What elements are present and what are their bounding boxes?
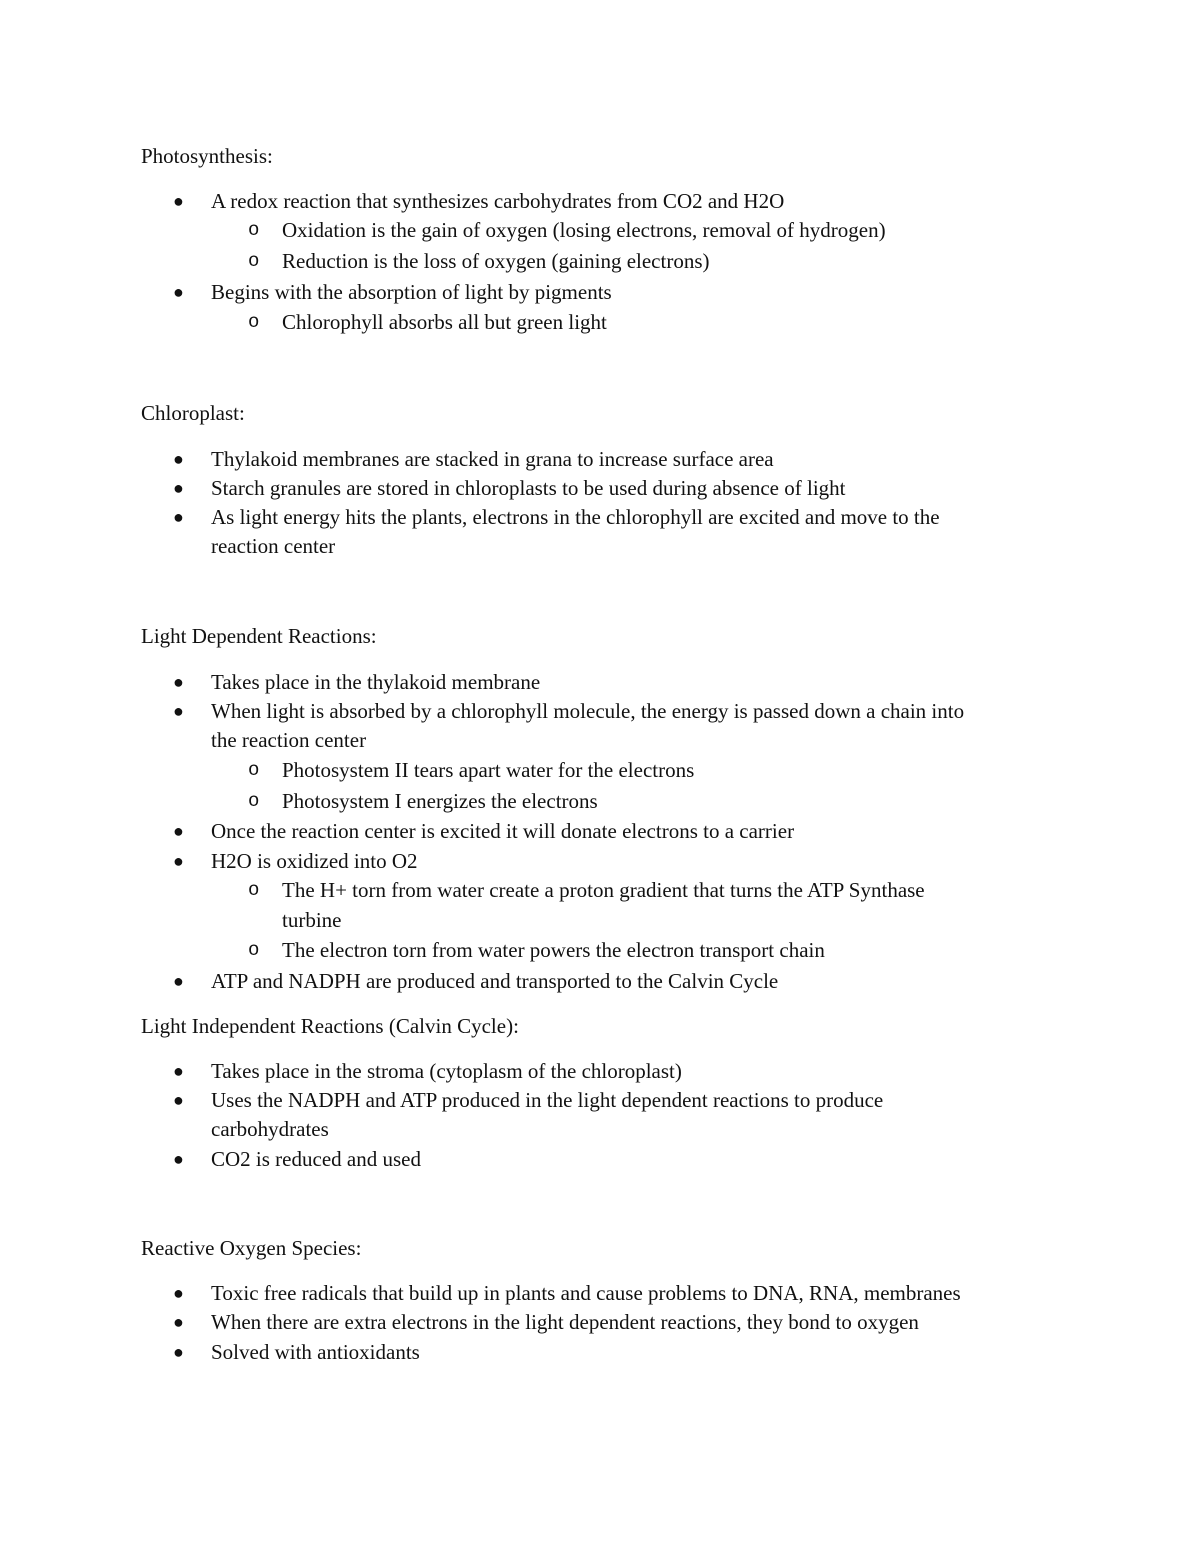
sub-bullet-text: The H+ torn from water create a proton gradient that turns the ATP Synthase [282, 878, 925, 902]
sub-bullet-item [248, 755, 695, 785]
bullet-text: Uses the NADPH and ATP produced in the light dependent reactions to produce [211, 1088, 884, 1112]
bullet-text: When light is absorbed by a chlorophyll molecule, the energy is passed down a chain into [211, 699, 965, 723]
sub-bullet-item [248, 215, 886, 245]
bullet-item [173, 1056, 682, 1086]
bullet-text: reaction center [211, 534, 336, 558]
bullet-item [173, 277, 612, 307]
bullet-item [173, 966, 779, 996]
bullet-item [173, 502, 940, 532]
section-heading-reactive-oxygen: Reactive Oxygen Species: [141, 1236, 362, 1260]
section-heading-calvin-cycle: Light Independent Reactions (Calvin Cycle): [141, 1014, 519, 1038]
sub-bullet-marker: o [248, 879, 260, 901]
bullet-marker: ● [173, 478, 184, 498]
sub-bullet-item [248, 935, 825, 965]
bullet-marker: ● [173, 1342, 184, 1362]
bullet-text: When there are extra electrons in the light dependent reactions, they bond to oxygen [211, 1310, 919, 1334]
bullet-item [173, 1307, 919, 1337]
bullet-text: Once the reaction center is excited it will donate electrons to a carrier [211, 819, 795, 843]
bullet-marker: ● [173, 282, 184, 302]
bullet-text: Thylakoid membranes are stacked in grana to increase surface area [211, 447, 774, 471]
sub-bullet-text: Reduction is the loss of oxygen (gaining electrons) [282, 249, 710, 273]
sub-bullet-marker: o [248, 219, 260, 241]
sub-bullet-item [248, 246, 710, 276]
sub-bullet-continuation [282, 905, 341, 935]
sub-bullet-text: Photosystem II tears apart water for the electrons [282, 758, 695, 782]
bullet-marker: ● [173, 449, 184, 469]
bullet-text: CO2 is reduced and used [211, 1147, 421, 1171]
bullet-item [173, 696, 965, 726]
bullet-marker: ● [173, 1312, 184, 1332]
sub-bullet-text: Chlorophyll absorbs all but green light [282, 310, 607, 334]
sub-bullet-marker: o [248, 759, 260, 781]
bullet-text: Takes place in the thylakoid membrane [211, 670, 541, 694]
bullet-marker: ● [173, 821, 184, 841]
bullet-item [173, 816, 795, 846]
bullet-marker: ● [173, 191, 184, 211]
bullet-item [173, 1337, 420, 1367]
bullet-text: the reaction center [211, 728, 367, 752]
bullet-item [173, 1085, 884, 1115]
bullet-text: carbohydrates [211, 1117, 329, 1141]
bullet-continuation [211, 531, 335, 561]
bullet-marker: ● [173, 507, 184, 527]
bullet-continuation [211, 725, 366, 755]
sub-bullet-item [248, 786, 598, 816]
bullet-text: Begins with the absorption of light by pigments [211, 280, 612, 304]
bullet-marker: ● [173, 851, 184, 871]
sub-bullet-marker: o [248, 311, 260, 333]
bullet-marker: ● [173, 1090, 184, 1110]
section-heading-photosynthesis: Photosynthesis: [141, 144, 273, 168]
sub-bullet-marker: o [248, 939, 260, 961]
bullet-item [173, 1144, 421, 1174]
sub-bullet-text: Photosystem I energizes the electrons [282, 789, 598, 813]
sub-bullet-item [248, 307, 607, 337]
bullet-text: As light energy hits the plants, electrons in the chlorophyll are excited and move to the [211, 505, 940, 529]
bullet-text: Takes place in the stroma (cytoplasm of the chloroplast) [211, 1059, 682, 1083]
bullet-marker: ● [173, 971, 184, 991]
bullet-text: Toxic free radicals that build up in plants and cause problems to DNA, RNA, membranes [211, 1281, 961, 1305]
bullet-item [173, 846, 418, 876]
sub-bullet-marker: o [248, 250, 260, 272]
sub-bullet-item [248, 875, 925, 905]
bullet-text: ATP and NADPH are produced and transported to the Calvin Cycle [211, 969, 779, 993]
bullet-marker: ● [173, 701, 184, 721]
bullet-item [173, 667, 541, 697]
bullet-item [173, 473, 846, 503]
bullet-text: A redox reaction that synthesizes carbohydrates from CO2 and H2O [211, 189, 785, 213]
section-heading-chloroplast: Chloroplast: [141, 401, 245, 425]
sub-bullet-text: Oxidation is the gain of oxygen (losing electrons, removal of hydrogen) [282, 218, 886, 242]
bullet-item [173, 186, 785, 216]
sub-bullet-text: The electron torn from water powers the electron transport chain [282, 938, 825, 962]
sub-bullet-marker: o [248, 790, 260, 812]
bullet-marker: ● [173, 672, 184, 692]
bullet-item [173, 444, 774, 474]
section-heading-light-dependent: Light Dependent Reactions: [141, 624, 377, 648]
bullet-text: H2O is oxidized into O2 [211, 849, 418, 873]
bullet-marker: ● [173, 1283, 184, 1303]
bullet-continuation [211, 1114, 329, 1144]
sub-bullet-text: turbine [282, 908, 342, 932]
bullet-item [173, 1278, 961, 1308]
bullet-marker: ● [173, 1149, 184, 1169]
bullet-text: Starch granules are stored in chloroplasts to be used during absence of light [211, 476, 846, 500]
bullet-text: Solved with antioxidants [211, 1340, 420, 1364]
bullet-marker: ● [173, 1061, 184, 1081]
